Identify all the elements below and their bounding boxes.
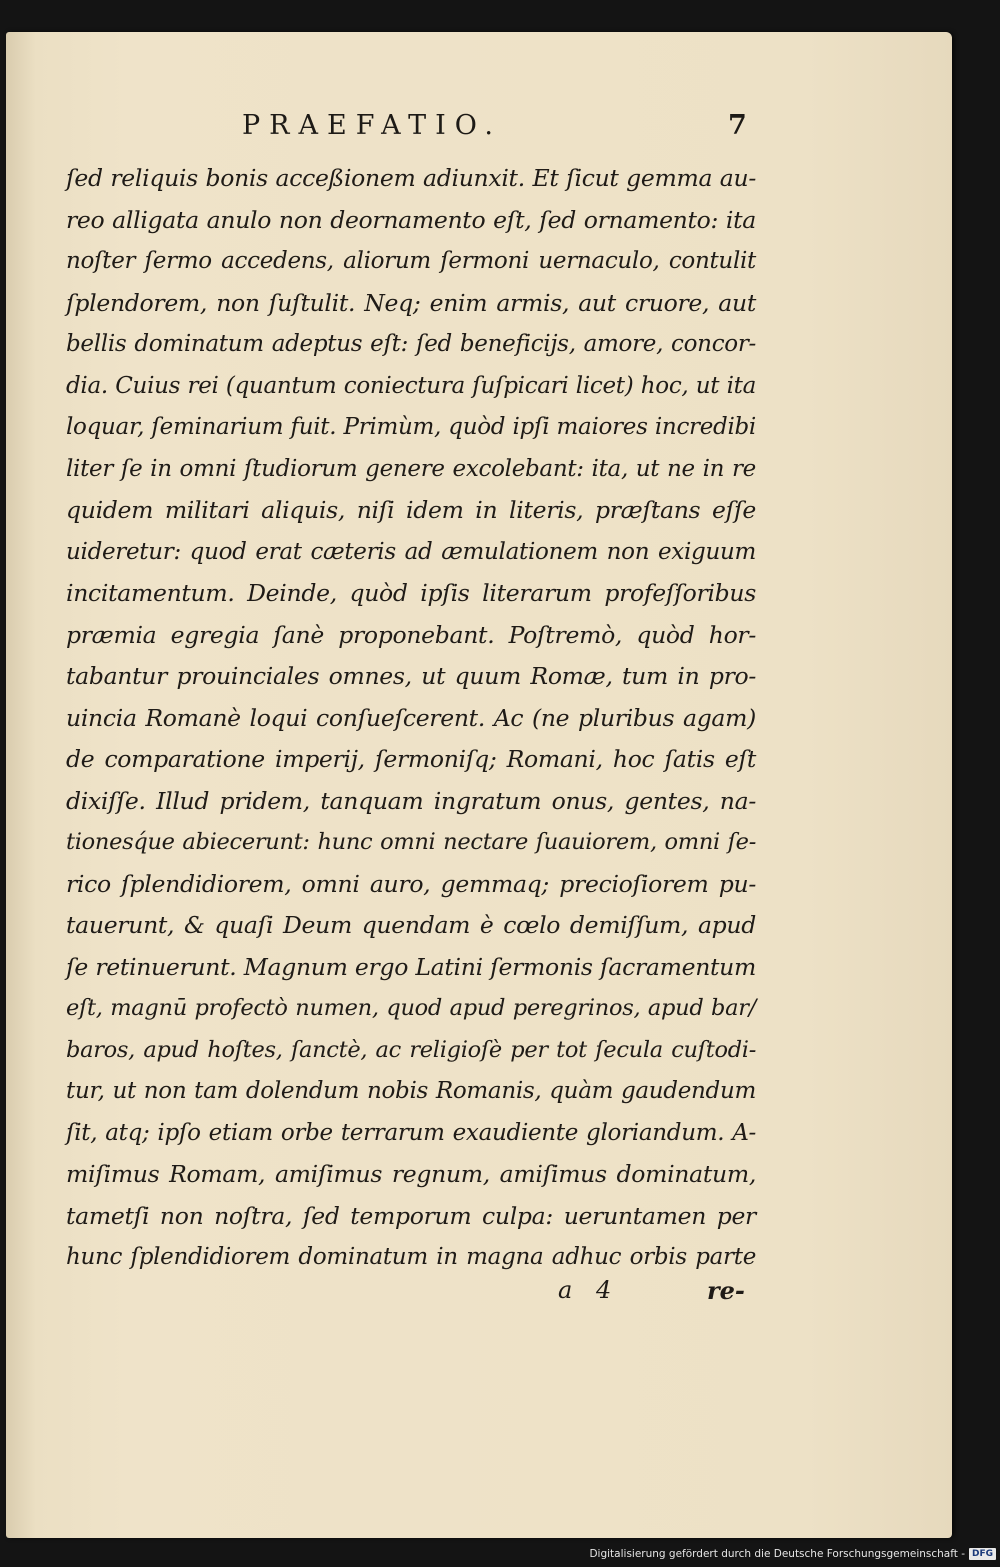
text-line: liter ſe in omni ſtudiorum genere excolebant: ita, ut ne in re <box>66 455 756 482</box>
text-line: eſt, magnū profectò numen, quod apud peregrinos, apud bar/ <box>66 995 756 1021</box>
page-number: 7 <box>728 110 747 141</box>
footer-credit: Digitalisierung gefördert durch die Deutsche Forschungsgemeinschaft - <box>589 1548 965 1560</box>
text-line: rico ſplendidiorem, omni auro, gemmaq; precioſiorem pu- <box>66 869 756 898</box>
body-text <box>66 158 756 1279</box>
text-line: baros, apud hoſtes, ſanctè, ac religioſè per tot ſecula cuſtodi- <box>66 1036 756 1063</box>
text-line: loquar, ſeminarium fuit. Primùm, quòd ipſi maiores incredibi <box>66 414 756 440</box>
text-line: miſimus Romam, amiſimus regnum, amiſimus dominatum, <box>66 1160 756 1188</box>
running-head <box>0 110 1000 150</box>
text-line: præmia egregia ſanè proponebant. Poſtremò, quòd hor- <box>66 620 756 649</box>
text-line: bellis dominatum adeptus eſt: ſed beneficijs, amore, concor- <box>66 331 756 357</box>
text-line: tauerunt, & quaſi Deum quendam è cœlo demiſſum, apud <box>66 911 756 939</box>
text-line: tionesq́ue abiecerunt: hunc omni nectare ſuauiorem, omni ſe- <box>66 829 756 855</box>
running-head-title: PRAEFATIO. <box>242 110 502 141</box>
text-line: quidem militari aliquis, niſi idem in literis, præſtans eſſe <box>66 496 756 524</box>
text-line: noſter ſermo accedens, aliorum ſermoni uernaculo, contulit <box>66 248 756 274</box>
text-line: tur, ut non tam dolendum nobis Romanis, quàm gaudendum <box>66 1078 756 1104</box>
text-line: ſe retinuerunt. Magnum ergo Latini ſermonis ſacramentum <box>66 952 756 981</box>
text-line: ſplendorem, non ſuſtulit. Neq; enim armis, aut cruore, aut <box>66 288 756 317</box>
text-line: dixiſſe. Illud pridem, tanquam ingratum onus, gentes, na- <box>66 786 756 815</box>
text-line: tametſi non noſtra, ſed temporum culpa: ueruntamen per <box>66 1201 756 1230</box>
text-line: uincia Romanè loqui conſueſcerent. Ac (ne pluribus agam) <box>66 703 756 732</box>
dfg-logo-icon: DFG <box>969 1548 996 1560</box>
digitization-footer <box>589 1543 996 1565</box>
text-line: dia. Cuius rei (quantum coniectura ſuſpicari licet) hoc, ut ita <box>66 372 756 399</box>
text-line: hunc ſplendidiorem dominatum in magna adhuc orbis parte <box>66 1244 756 1270</box>
signature-mark: a 4 <box>558 1276 612 1304</box>
text-line: ſit, atq; ipſo etiam orbe terrarum exaudiente gloriandum. A- <box>66 1119 756 1146</box>
text-line: reo alligata anulo non deornamento eſt, ſed ornamento: ita <box>66 205 756 234</box>
catchword: re- <box>707 1276 745 1305</box>
text-line: uideretur: quod erat cæteris ad æmulationem non exiguum <box>66 538 756 565</box>
text-line: ſed reliquis bonis acceßionem adiunxit. Et ſicut gemma au- <box>66 164 756 192</box>
text-line: incitamentum. Deinde, quòd ipſis literarum profeſſoribus <box>66 579 756 607</box>
text-line: tabantur prouinciales omnes, ut quum Romæ, tum in pro- <box>66 662 756 690</box>
text-line: de comparatione imperij, ſermoniſq; Romani, hoc ſatis eſt <box>66 745 756 773</box>
